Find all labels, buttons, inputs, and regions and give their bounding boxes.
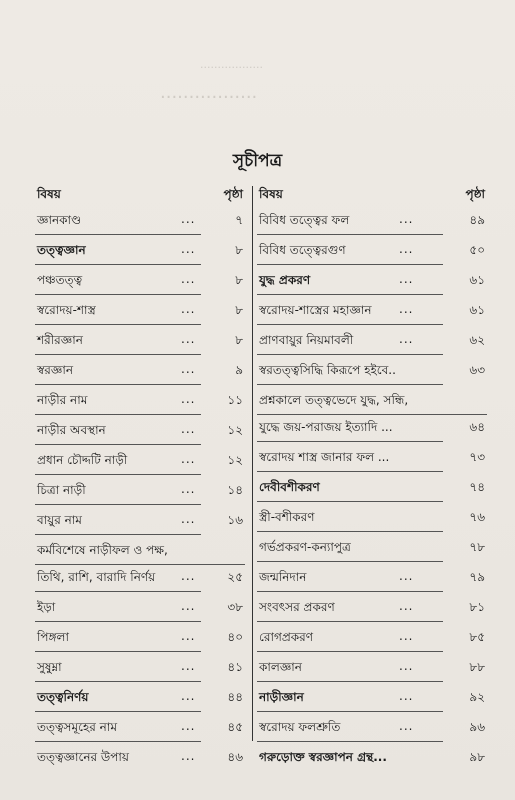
entry-dots: ... — [181, 452, 196, 466]
entry-dots: ... — [181, 719, 196, 733]
bleed-through-text: ................. — [160, 82, 258, 103]
underline — [35, 564, 245, 565]
entry-page: ৬২ — [469, 333, 485, 347]
entry-title: স্বরোদয়-শাস্ত্রের মহাজ্ঞান — [259, 303, 372, 317]
entry-title: স্বরোদয় শাস্ত্র জানার ফল ... — [259, 450, 390, 464]
underline — [257, 501, 443, 502]
entry-title: জ্ঞানকাণ্ড — [37, 213, 82, 227]
entry-title: নাড়ীর অবস্থান — [37, 423, 106, 437]
entry-title: পিঙ্গলা — [37, 630, 69, 644]
entry-title: স্বরজ্ঞান — [37, 363, 74, 377]
underline — [35, 651, 201, 652]
entry-page: ৯ — [235, 363, 243, 377]
underline — [257, 264, 443, 265]
underline — [35, 294, 201, 295]
entry-page: ৬১ — [469, 303, 485, 317]
entry-title: সংবৎসর প্রকরণ — [259, 600, 335, 614]
entry-page: ৮ — [235, 243, 243, 257]
entry-dots: ... — [399, 242, 414, 256]
entry-page: ২৫ — [227, 570, 243, 584]
entry-page: ৭৯ — [469, 570, 485, 584]
entry-page: ৪০ — [227, 630, 243, 644]
bleed-through-text: .................. — [200, 58, 263, 71]
entry-page: ৪৫ — [227, 720, 243, 734]
entry-title: পঞ্চতত্ত্ব — [37, 273, 83, 287]
entry-title: সুষুম্না — [37, 660, 62, 674]
underline — [257, 591, 443, 592]
entry-page: ৯২ — [469, 690, 485, 704]
entry-page: ১২ — [227, 453, 243, 467]
entry-page: ১২ — [227, 423, 243, 437]
header-page: পৃষ্ঠা — [223, 187, 243, 201]
entry-title: স্বরোদয়-শাস্ত্র — [37, 303, 96, 317]
entry-page: ৭ — [235, 213, 243, 227]
entry-title: তত্ত্বজ্ঞান — [37, 243, 86, 257]
entry-page: ৩৮ — [227, 600, 243, 614]
entry-title: প্রাণবায়ুর নিয়মাবলী — [259, 333, 354, 347]
underline — [35, 681, 201, 682]
underline — [257, 234, 443, 235]
entry-dots: ... — [181, 749, 196, 763]
underline — [257, 384, 443, 385]
underline — [35, 444, 201, 445]
entry-title: বিবিধ তত্ত্বের ফল — [259, 213, 350, 227]
entry-dots: ... — [399, 719, 414, 733]
entry-dots: ... — [181, 422, 196, 436]
entry-dots: ... — [399, 599, 414, 613]
entry-page: ৬৪ — [469, 420, 485, 434]
entry-page: ৪৯ — [469, 213, 485, 227]
entry-dots: ... — [399, 629, 414, 643]
underline — [35, 741, 201, 742]
entry-page: ৮ — [235, 303, 243, 317]
underline — [35, 504, 201, 505]
header-subject: বিষয় — [259, 187, 283, 201]
entry-title: স্বরোদয় ফলশ্রুতি — [259, 720, 341, 734]
entry-page: ১৬ — [227, 513, 243, 527]
entry-page: ৮ — [235, 273, 243, 287]
underline — [35, 414, 201, 415]
underline — [257, 711, 443, 712]
entry-page: ৪১ — [227, 660, 243, 674]
entry-page: ৪৬ — [227, 750, 243, 764]
entry-dots: ... — [181, 392, 196, 406]
entry-title-line-1: কর্মবিশেষে নাড়ীফল ও পক্ষ, — [37, 543, 168, 557]
underline — [35, 384, 201, 385]
entry-dots: ... — [181, 242, 196, 256]
entry-dots: ... — [181, 599, 196, 613]
entry-page: ৭৩ — [469, 450, 485, 464]
entry-title-line-1: প্রশ্নকালে তত্ত্বভেদে যুদ্ধ, সন্ধি, — [259, 393, 409, 407]
entry-title: স্ত্রী-বশীকরণ — [259, 510, 315, 524]
underline — [257, 741, 443, 742]
underline — [257, 324, 443, 325]
entry-title: যুদ্ধ প্রকরণ — [259, 273, 311, 287]
underline — [35, 711, 201, 712]
entry-dots: ... — [181, 302, 196, 316]
entry-page: ৭৪ — [469, 480, 485, 494]
underline — [257, 621, 443, 622]
entry-dots: ... — [181, 362, 196, 376]
entry-title: শরীরজ্ঞান — [37, 333, 83, 347]
entry-dots: ... — [181, 689, 196, 703]
underline — [257, 354, 443, 355]
entry-dots: ... — [181, 272, 196, 286]
underline — [35, 234, 201, 235]
entry-page: ৫০ — [469, 243, 485, 257]
underline — [257, 471, 443, 472]
underline — [257, 441, 443, 442]
entry-title: নাড়ীজ্ঞান — [259, 690, 304, 704]
underline — [257, 651, 443, 652]
column-header — [253, 186, 491, 208]
entry-title: প্রধান চৌদ্দটি নাড়ী — [37, 453, 128, 467]
underline — [35, 354, 201, 355]
underline — [257, 561, 443, 562]
underline — [35, 591, 201, 592]
underline — [257, 531, 443, 532]
entry-page: ৮১ — [469, 600, 485, 614]
entry-dots: ... — [399, 332, 414, 346]
header-subject: বিষয় — [37, 187, 61, 201]
entry-dots: ... — [181, 212, 196, 226]
entry-dots: ... — [181, 629, 196, 643]
header-page: পৃষ্ঠা — [465, 187, 485, 201]
page-title: সূচীপত্র — [232, 151, 283, 171]
entry-dots: ... — [399, 689, 414, 703]
entry-page: ৮৮ — [469, 660, 485, 674]
underline — [257, 414, 487, 415]
entry-page: ৬১ — [469, 273, 485, 287]
entry-title: বায়ুর নাম — [37, 513, 82, 527]
entry-title: নাড়ীর নাম — [37, 393, 88, 407]
column-header — [31, 186, 249, 208]
entry-title: দেবীবশীকরণ — [259, 480, 320, 494]
entry-title: তত্ত্বসমূহের নাম — [37, 720, 117, 734]
entry-dots: ... — [399, 659, 414, 673]
entry-title: রোগপ্রকরণ — [259, 630, 314, 644]
entry-title: কালজ্ঞান — [259, 660, 302, 674]
entry-page: ৮৫ — [469, 630, 485, 644]
entry-dots: ... — [181, 569, 196, 583]
entry-page: ৭৬ — [469, 510, 485, 524]
entry-dots: ... — [399, 212, 414, 226]
entry-dots: ... — [181, 512, 196, 526]
entry-title: গর্ভপ্রকরণ-কন্যাপুত্র — [259, 540, 351, 554]
entry-page: ১১ — [227, 393, 243, 407]
entry-dots: ... — [181, 332, 196, 346]
entry-title: জন্মনিদান — [259, 570, 307, 584]
entry-page: ৯৬ — [469, 720, 485, 734]
underline — [35, 264, 201, 265]
entry-title: বিবিধ তত্ত্বেরগুণ — [259, 243, 346, 257]
entry-title: স্বরতত্ত্বসিদ্ধি কিরূপে হইবে.. — [259, 363, 396, 377]
entry-dots: ... — [399, 302, 414, 316]
entry-page: ৮ — [235, 333, 243, 347]
entry-dots: ... — [181, 659, 196, 673]
underline — [257, 681, 443, 682]
entry-dots: ... — [181, 482, 196, 496]
entry-title: ইড়া — [37, 600, 56, 614]
entry-title: চিত্রা নাড়ী — [37, 483, 86, 497]
toc-column-right — [252, 186, 491, 764]
entry-dots: ... — [399, 569, 414, 583]
underline — [35, 324, 201, 325]
underline — [35, 474, 201, 475]
underline — [35, 534, 201, 535]
underline — [35, 621, 201, 622]
entry-title: গরুড়োক্ত স্বরজ্ঞাপন গ্রন্থ... — [259, 750, 387, 764]
entry-page: ৪৪ — [227, 690, 243, 704]
entry-title: তত্ত্বনির্ণয় — [37, 690, 89, 704]
entry-title-line-2: তিথি, রাশি, বারাদি নির্ণয় — [37, 570, 156, 584]
underline — [257, 294, 443, 295]
entry-page: ১৪ — [227, 483, 243, 497]
entry-title: তত্ত্বজ্ঞানের উপায় — [37, 750, 129, 764]
entry-dots: ... — [399, 272, 414, 286]
entry-page: ৯৮ — [469, 750, 485, 764]
entry-title-line-2: যুদ্ধে জয়-পরাজয় ইত্যাদি ... — [259, 420, 393, 434]
entry-page: ৭৮ — [469, 540, 485, 554]
toc-column-left — [31, 186, 249, 764]
entry-page: ৬৩ — [469, 363, 485, 377]
